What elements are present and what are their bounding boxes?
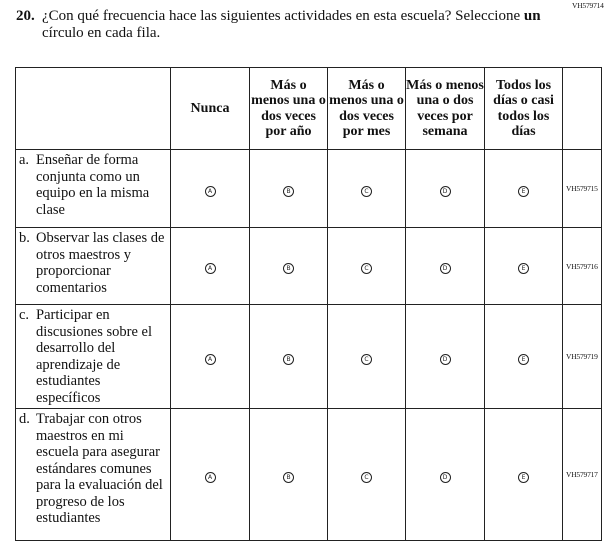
row-code: VH579716 <box>563 228 602 305</box>
answer-bubble-b[interactable]: B <box>283 472 294 483</box>
column-header-daily: Todos los días o casi todos los días <box>485 68 563 150</box>
answer-bubble-b[interactable]: B <box>283 263 294 274</box>
row-code: VH579715 <box>563 150 602 228</box>
header-row <box>16 68 602 150</box>
question-text <box>16 8 576 42</box>
answer-bubble-a[interactable]: A <box>205 354 216 365</box>
answer-cell <box>250 150 328 228</box>
question-emphasis: un <box>523 8 541 24</box>
row-text: Participar en discusiones sobre el desarrollo del aprendizaje de estudiantes específicos <box>36 307 152 406</box>
table-row <box>16 150 602 228</box>
row-letter: a. <box>19 152 30 168</box>
column-header-per-year: Más o menos una o dos veces por año <box>250 68 328 150</box>
answer-bubble-a[interactable]: A <box>205 472 216 483</box>
answer-cell <box>485 150 563 228</box>
answer-cell <box>406 150 485 228</box>
answer-cell <box>171 228 250 305</box>
answer-cell <box>328 409 406 541</box>
answer-cell <box>328 228 406 305</box>
answer-cell <box>171 305 250 409</box>
answer-cell <box>406 305 485 409</box>
answer-bubble-d[interactable]: D <box>440 354 451 365</box>
row-letter: b. <box>19 230 30 246</box>
answer-cell <box>485 305 563 409</box>
row-label <box>16 409 171 541</box>
answer-bubble-d[interactable]: D <box>440 186 451 197</box>
column-header-nunca: Nunca <box>171 68 250 150</box>
question-number: 20. <box>16 8 35 24</box>
row-text: Observar las clases de otros maestros y proporcionar comentarios <box>36 230 165 296</box>
question-id: VH579714 <box>572 1 604 10</box>
answer-bubble-b[interactable]: B <box>283 186 294 197</box>
column-header-per-week: Más o menos una o dos veces por semana <box>406 68 485 150</box>
answer-bubble-c[interactable]: C <box>361 472 372 483</box>
row-text: Enseñar de forma conjunta como un equipo en la misma clase <box>36 152 150 218</box>
answer-cell <box>171 409 250 541</box>
answer-bubble-c[interactable]: C <box>361 186 372 197</box>
response-grid <box>15 67 602 541</box>
answer-cell <box>485 409 563 541</box>
answer-bubble-d[interactable]: D <box>440 472 451 483</box>
row-letter: c. <box>19 307 30 323</box>
row-code: VH579717 <box>563 409 602 541</box>
row-code: VH579719 <box>563 305 602 409</box>
answer-cell <box>485 228 563 305</box>
answer-cell <box>250 228 328 305</box>
row-label <box>16 305 171 409</box>
question-prompt: ¿Con qué frecuencia hace las siguientes actividades en esta escuela? Seleccione <box>42 8 521 24</box>
answer-cell <box>406 228 485 305</box>
header-blank <box>16 68 171 150</box>
answer-cell <box>171 150 250 228</box>
answer-bubble-e[interactable]: E <box>518 354 529 365</box>
column-header-per-month: Más o menos una o dos veces por mes <box>328 68 406 150</box>
header-code-blank <box>563 68 602 150</box>
answer-cell <box>328 305 406 409</box>
row-letter: d. <box>19 411 30 427</box>
answer-cell <box>328 150 406 228</box>
answer-cell <box>250 305 328 409</box>
row-label <box>16 150 171 228</box>
answer-bubble-e[interactable]: E <box>518 186 529 197</box>
row-text: Trabajar con otros maestros en mi escuela para asegurar estándares comunes para la evaluación del progreso de los estudiantes <box>36 411 163 526</box>
answer-bubble-a[interactable]: A <box>205 186 216 197</box>
row-label <box>16 228 171 305</box>
answer-bubble-b[interactable]: B <box>283 354 294 365</box>
answer-bubble-d[interactable]: D <box>440 263 451 274</box>
table-row <box>16 305 602 409</box>
answer-bubble-e[interactable]: E <box>518 472 529 483</box>
table-row <box>16 228 602 305</box>
answer-bubble-a[interactable]: A <box>205 263 216 274</box>
answer-bubble-c[interactable]: C <box>361 354 372 365</box>
answer-cell <box>250 409 328 541</box>
answer-bubble-c[interactable]: C <box>361 263 372 274</box>
answer-bubble-e[interactable]: E <box>518 263 529 274</box>
table-row <box>16 409 602 541</box>
answer-cell <box>406 409 485 541</box>
question-prompt-line2: círculo en cada fila. <box>42 25 161 41</box>
